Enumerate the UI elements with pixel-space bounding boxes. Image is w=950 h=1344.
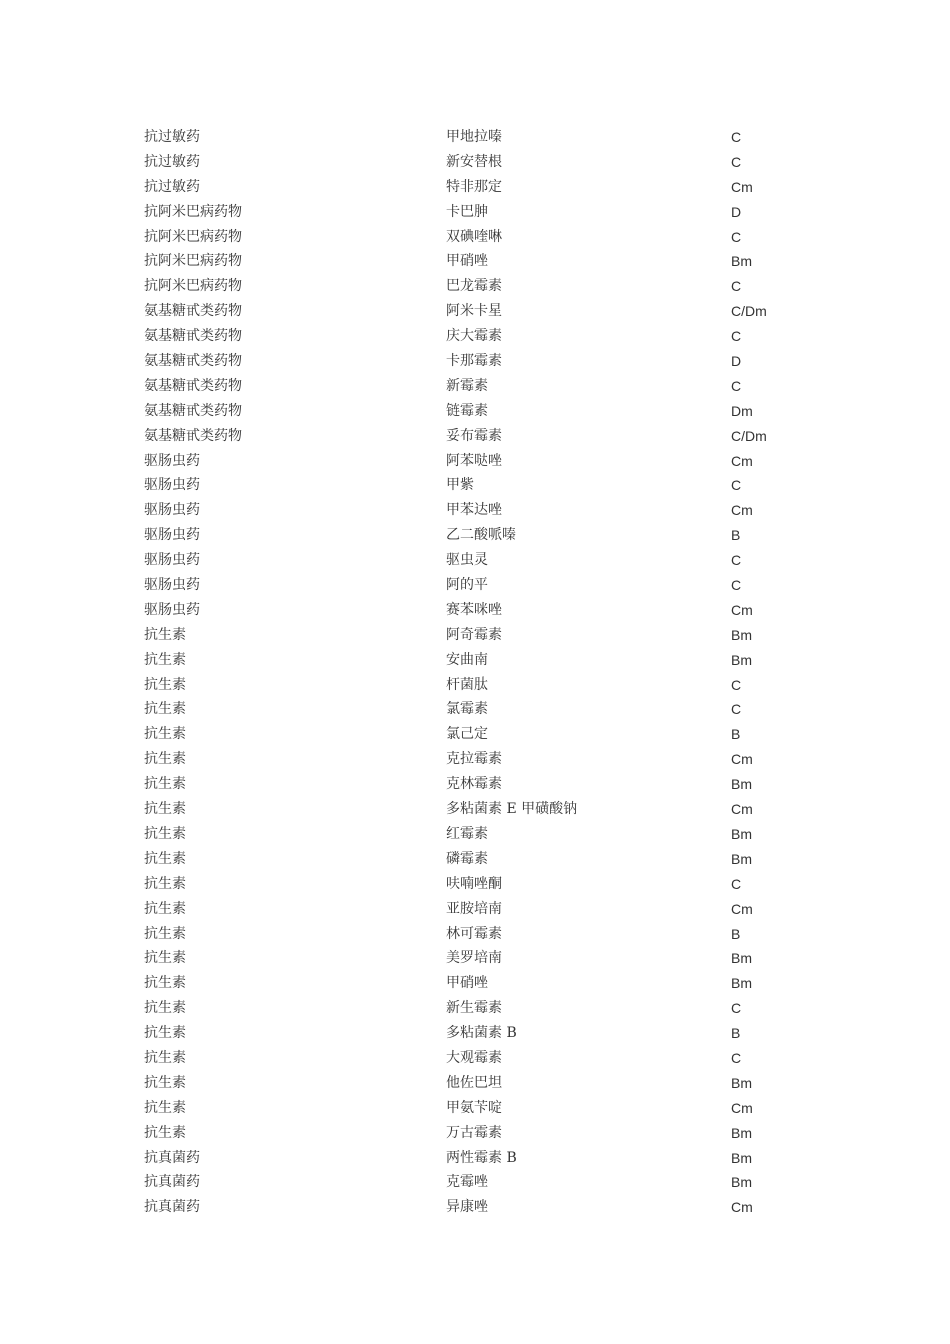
- table-row: [144, 449, 844, 474]
- drug-category-cell: 抗生素: [144, 1124, 186, 1141]
- drug-category-cell: 氨基糖甙类药物: [144, 377, 242, 394]
- drug-category-cell: 抗生素: [144, 751, 186, 768]
- drug-name-cell: 万古霉素: [446, 1124, 502, 1141]
- pregnancy-grade-cell: Bm: [731, 1124, 752, 1141]
- drug-category-cell: 抗生素: [144, 850, 186, 867]
- pregnancy-grade-cell: C: [731, 676, 742, 693]
- table-row: [144, 772, 844, 797]
- pregnancy-grade-cell: C: [731, 477, 742, 494]
- table-row: [144, 1021, 844, 1046]
- drug-category-cell: 驱肠虫药: [144, 477, 200, 494]
- drug-name-cell: 赛苯咪唑: [446, 601, 502, 618]
- table-row: [144, 697, 844, 722]
- drug-category-cell: 抗过敏药: [144, 178, 200, 195]
- table-row: [144, 249, 844, 274]
- drug-name-cell: 多粘菌素 B: [446, 1025, 517, 1042]
- pregnancy-grade-cell: D: [731, 203, 742, 220]
- pregnancy-grade-cell: Bm: [731, 776, 752, 793]
- table-row: [144, 897, 844, 922]
- drug-category-cell: 抗阿米巴病药物: [144, 278, 242, 295]
- pregnancy-grade-cell: Dm: [731, 402, 753, 419]
- drug-name-cell: 亚胺培南: [446, 900, 502, 917]
- pregnancy-grade-cell: C: [731, 278, 742, 295]
- drug-name-cell: 阿米卡星: [446, 303, 502, 320]
- drug-name-cell: 链霉素: [446, 402, 488, 419]
- drug-category-cell: 抗生素: [144, 1049, 186, 1066]
- table-row: [144, 200, 844, 225]
- drug-category-cell: 抗阿米巴病药物: [144, 228, 242, 245]
- pregnancy-grade-cell: Bm: [731, 950, 752, 967]
- drug-category-cell: 抗生素: [144, 726, 186, 743]
- table-row: [144, 797, 844, 822]
- table-row: [144, 299, 844, 324]
- pregnancy-grade-cell: C: [731, 577, 742, 594]
- table-row: [144, 1195, 844, 1220]
- pregnancy-grade-cell: D: [731, 353, 742, 370]
- drug-name-cell: 新霉素: [446, 377, 488, 394]
- drug-name-cell: 庆大霉素: [446, 328, 502, 345]
- pregnancy-grade-cell: Bm: [731, 1074, 752, 1091]
- drug-name-cell: 杆菌肽: [446, 676, 488, 693]
- pregnancy-grade-cell: B: [731, 726, 741, 743]
- drug-name-cell: 乙二酸哌嗪: [446, 527, 516, 544]
- drug-name-cell: 克霉唑: [446, 1174, 488, 1191]
- table-row: [144, 374, 844, 399]
- table-row: [144, 399, 844, 424]
- pregnancy-grade-cell: C: [731, 377, 742, 394]
- drug-category-cell: 抗生素: [144, 776, 186, 793]
- drug-category-cell: 抗真菌药: [144, 1199, 200, 1216]
- drug-category-cell: 抗阿米巴病药物: [144, 203, 242, 220]
- drug-name-cell: 双碘喹啉: [446, 228, 502, 245]
- table-row: [144, 1071, 844, 1096]
- table-row: [144, 424, 844, 449]
- table-row: [144, 548, 844, 573]
- drug-name-cell: 两性霉素 B: [446, 1149, 517, 1166]
- table-row: [144, 175, 844, 200]
- drug-name-cell: 阿奇霉素: [446, 626, 502, 643]
- pregnancy-grade-cell: Bm: [731, 1174, 752, 1191]
- table-row: [144, 1096, 844, 1121]
- drug-name-cell: 甲紫: [446, 477, 474, 494]
- table-row: [144, 822, 844, 847]
- drug-name-cell: 甲硝唑: [446, 253, 488, 270]
- drug-category-cell: 抗生素: [144, 676, 186, 693]
- table-row: [144, 996, 844, 1021]
- drug-name-cell: 呋喃唑酮: [446, 875, 502, 892]
- drug-category-cell: 氨基糖甙类药物: [144, 427, 242, 444]
- pregnancy-grade-cell: C: [731, 153, 742, 170]
- table-row: [144, 722, 844, 747]
- drug-name-cell: 卡那霉素: [446, 353, 502, 370]
- drug-category-cell: 驱肠虫药: [144, 577, 200, 594]
- drug-name-cell: 林可霉素: [446, 925, 502, 942]
- drug-category-cell: 抗生素: [144, 950, 186, 967]
- drug-name-cell: 红霉素: [446, 825, 488, 842]
- drug-name-cell: 甲苯达唑: [446, 502, 502, 519]
- drug-name-cell: 甲地拉嗪: [446, 129, 502, 145]
- pregnancy-grade-cell: Bm: [731, 975, 752, 992]
- table-row: [144, 971, 844, 996]
- drug-category-cell: 氨基糖甙类药物: [144, 402, 242, 419]
- drug-category-cell: 抗生素: [144, 701, 186, 718]
- drug-name-cell: 磷霉素: [446, 850, 488, 867]
- pregnancy-grade-cell: Bm: [731, 253, 752, 270]
- drug-category-cell: 氨基糖甙类药物: [144, 303, 242, 320]
- pregnancy-grade-cell: Bm: [731, 626, 752, 643]
- drug-name-cell: 克林霉素: [446, 776, 502, 793]
- drug-category-cell: 抗生素: [144, 1074, 186, 1091]
- table-row: [144, 1046, 844, 1071]
- table-row: [144, 1121, 844, 1146]
- drug-name-cell: 氯己定: [446, 726, 488, 743]
- drug-name-cell: 特非那定: [446, 178, 502, 195]
- drug-pregnancy-table: [144, 125, 844, 1220]
- pregnancy-grade-cell: C: [731, 1049, 742, 1066]
- drug-category-cell: 驱肠虫药: [144, 601, 200, 618]
- pregnancy-grade-cell: C: [731, 875, 742, 892]
- pregnancy-grade-cell: C: [731, 1000, 742, 1017]
- table-row: [144, 747, 844, 772]
- pregnancy-grade-cell: Cm: [731, 601, 753, 618]
- drug-name-cell: 新生霉素: [446, 1000, 502, 1017]
- pregnancy-grade-cell: Bm: [731, 850, 752, 867]
- drug-name-cell: 卡巴胂: [446, 203, 488, 220]
- drug-name-cell: 克拉霉素: [446, 751, 502, 768]
- drug-category-cell: 驱肠虫药: [144, 502, 200, 519]
- pregnancy-grade-cell: Cm: [731, 452, 753, 469]
- table-row: [144, 922, 844, 947]
- table-row: [144, 673, 844, 698]
- drug-name-cell: 大观霉素: [446, 1049, 502, 1066]
- drug-name-cell: 驱虫灵: [446, 552, 488, 569]
- table-row: [144, 150, 844, 175]
- drug-category-cell: 氨基糖甙类药物: [144, 328, 242, 345]
- drug-name-cell: 甲氨苄啶: [446, 1099, 502, 1116]
- pregnancy-grade-cell: Bm: [731, 651, 752, 668]
- drug-category-cell: 抗生素: [144, 975, 186, 992]
- pregnancy-grade-cell: C/Dm: [731, 303, 767, 320]
- drug-name-cell: 他佐巴坦: [446, 1074, 502, 1091]
- drug-category-cell: 氨基糖甙类药物: [144, 353, 242, 370]
- table-row: [144, 274, 844, 299]
- drug-name-cell: 多粘菌素 E 甲磺酸钠: [446, 801, 578, 818]
- pregnancy-grade-cell: Cm: [731, 900, 753, 917]
- pregnancy-grade-cell: C: [731, 129, 742, 145]
- drug-category-cell: 驱肠虫药: [144, 527, 200, 544]
- drug-category-cell: 抗生素: [144, 1099, 186, 1116]
- table-row: [144, 1170, 844, 1195]
- drug-name-cell: 巴龙霉素: [446, 278, 502, 295]
- drug-name-cell: 阿苯哒唑: [446, 452, 502, 469]
- drug-category-cell: 抗生素: [144, 1000, 186, 1017]
- drug-name-cell: 新安替根: [446, 153, 502, 170]
- pregnancy-grade-cell: C: [731, 328, 742, 345]
- table-row: [144, 623, 844, 648]
- drug-category-cell: 抗阿米巴病药物: [144, 253, 242, 270]
- pregnancy-grade-cell: Bm: [731, 1149, 752, 1166]
- pregnancy-grade-cell: Cm: [731, 1099, 753, 1116]
- drug-name-cell: 美罗培南: [446, 950, 502, 967]
- pregnancy-grade-cell: C/Dm: [731, 427, 767, 444]
- drug-category-cell: 驱肠虫药: [144, 452, 200, 469]
- drug-name-cell: 异康唑: [446, 1199, 488, 1216]
- drug-category-cell: 抗生素: [144, 801, 186, 818]
- drug-category-cell: 抗生素: [144, 651, 186, 668]
- table-row: [144, 573, 844, 598]
- table-row: [144, 847, 844, 872]
- table-row: [144, 498, 844, 523]
- table-row: [144, 473, 844, 498]
- drug-category-cell: 抗生素: [144, 1025, 186, 1042]
- table-row: [144, 125, 844, 150]
- drug-category-cell: 抗生素: [144, 900, 186, 917]
- drug-name-cell: 阿的平: [446, 577, 488, 594]
- pregnancy-grade-cell: Cm: [731, 801, 753, 818]
- pregnancy-grade-cell: Cm: [731, 751, 753, 768]
- pregnancy-grade-cell: B: [731, 1025, 741, 1042]
- pregnancy-grade-cell: C: [731, 552, 742, 569]
- pregnancy-grade-cell: B: [731, 925, 741, 942]
- drug-name-cell: 妥布霉素: [446, 427, 502, 444]
- drug-category-cell: 抗真菌药: [144, 1149, 200, 1166]
- drug-category-cell: 抗生素: [144, 825, 186, 842]
- drug-category-cell: 抗生素: [144, 626, 186, 643]
- pregnancy-grade-cell: B: [731, 527, 741, 544]
- drug-name-cell: 安曲南: [446, 651, 488, 668]
- table-row: [144, 1146, 844, 1171]
- pregnancy-grade-cell: Bm: [731, 825, 752, 842]
- pregnancy-grade-cell: C: [731, 228, 742, 245]
- drug-category-cell: 抗生素: [144, 925, 186, 942]
- table-row: [144, 598, 844, 623]
- drug-name-cell: 甲硝唑: [446, 975, 488, 992]
- table-row: [144, 225, 844, 250]
- drug-category-cell: 抗过敏药: [144, 153, 200, 170]
- drug-category-cell: 抗过敏药: [144, 129, 200, 145]
- drug-name-cell: 氯霉素: [446, 701, 488, 718]
- table-row: [144, 324, 844, 349]
- pregnancy-grade-cell: Cm: [731, 178, 753, 195]
- table-row: [144, 523, 844, 548]
- table-row: [144, 648, 844, 673]
- drug-category-cell: 抗真菌药: [144, 1174, 200, 1191]
- drug-category-cell: 抗生素: [144, 875, 186, 892]
- pregnancy-grade-cell: Cm: [731, 1199, 753, 1216]
- table-row: [144, 872, 844, 897]
- pregnancy-grade-cell: Cm: [731, 502, 753, 519]
- pregnancy-grade-cell: C: [731, 701, 742, 718]
- table-row: [144, 349, 844, 374]
- drug-category-cell: 驱肠虫药: [144, 552, 200, 569]
- table-row: [144, 946, 844, 971]
